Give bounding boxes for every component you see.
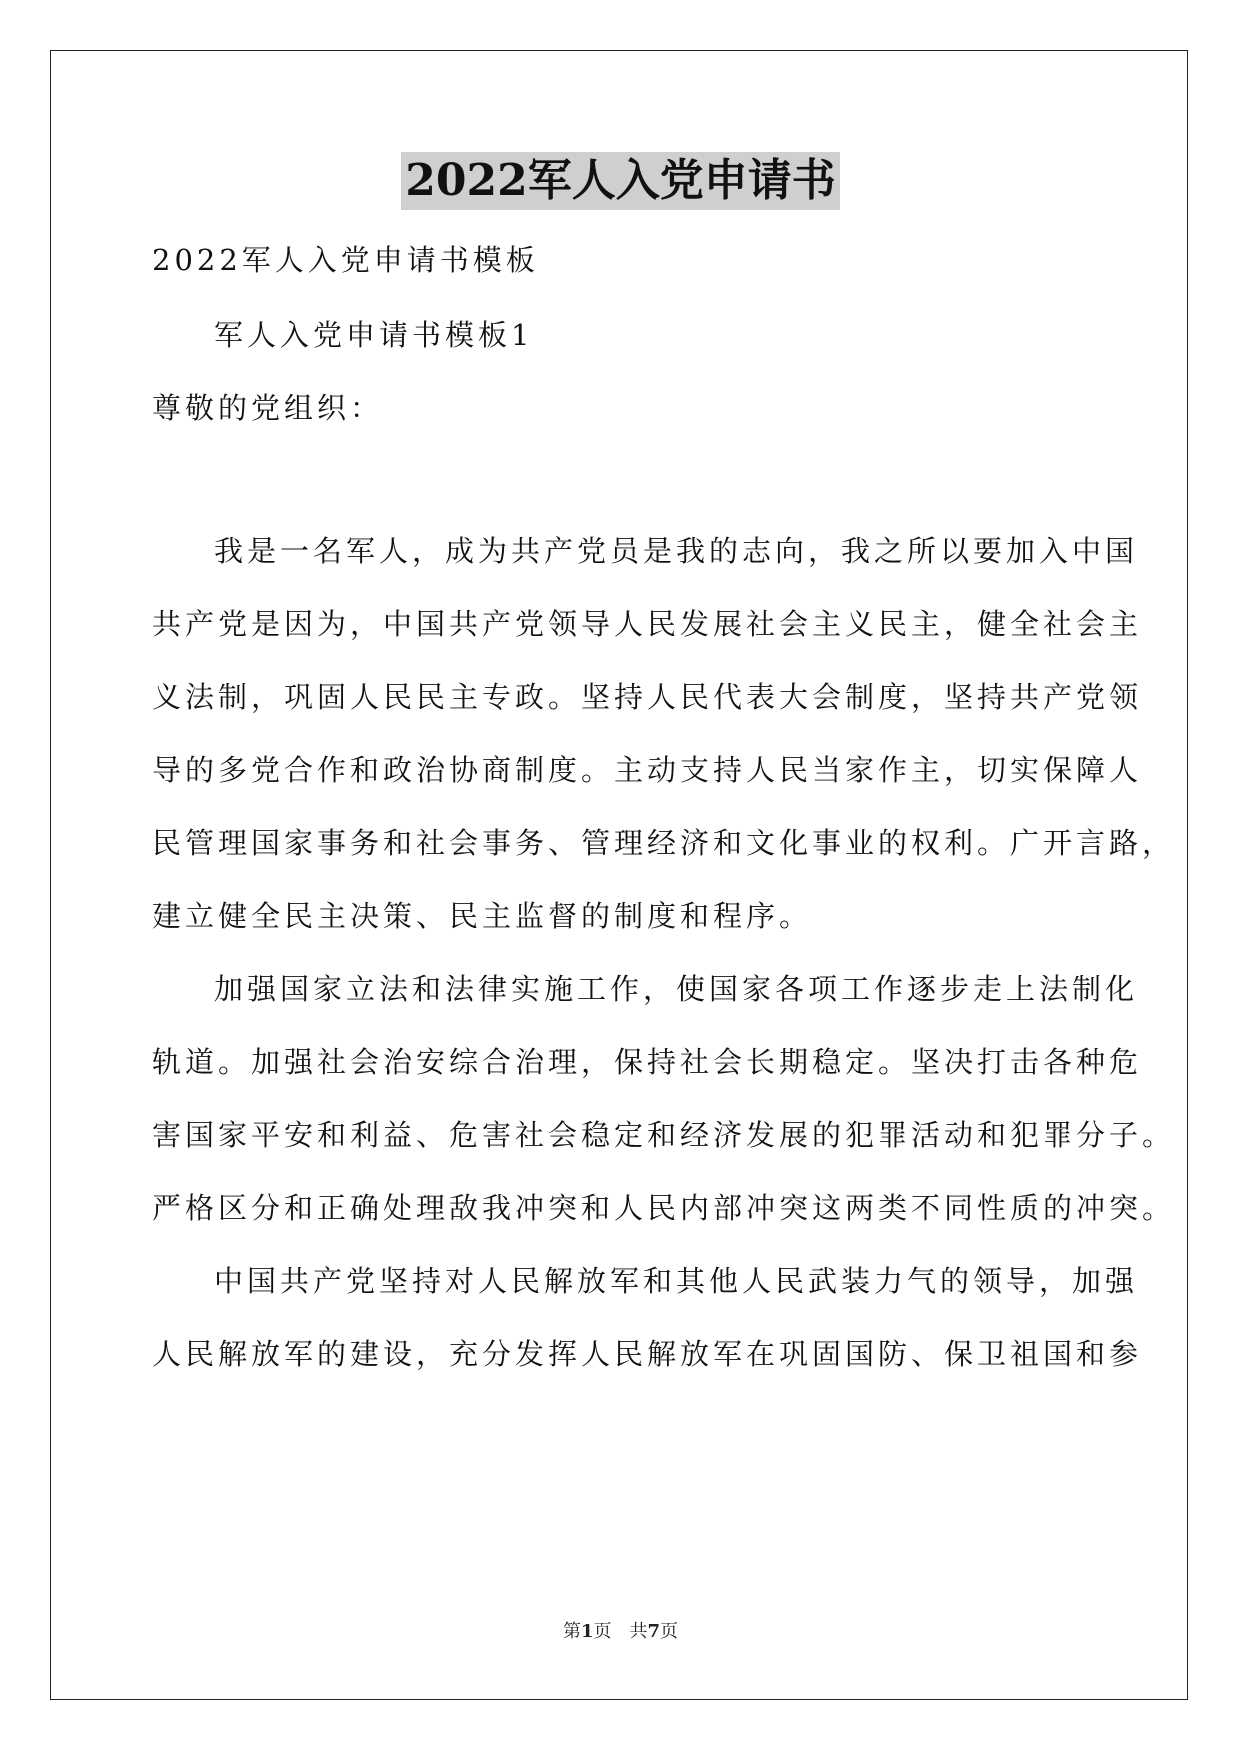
body-line-6: 建立健全民主决策、民主监督的制度和程序。 [152,899,813,933]
body-line-1: 我是一名军人，成为共产党员是我的志向，我之所以要加入中国 [214,534,1139,568]
body-line-4: 导的多党合作和政治协商制度。主动支持人民当家作主，切实保障人 [152,753,1143,787]
total-pages: 7 [647,1621,661,1642]
body-line-3: 义法制，巩固人民民主专政。坚持人民代表大会制度，坚持共产党领 [152,680,1143,714]
page-number: 1 [580,1621,594,1642]
total-suffix: 页 [660,1621,679,1642]
body-line-11: 中国共产党坚持对人民解放军和其他人民武装力气的领导，加强 [214,1264,1139,1298]
page-suffix: 页 [593,1621,612,1642]
document-title-container [0,152,1241,210]
body-line-8: 轨道。加强社会治安综合治理，保持社会长期稳定。坚决打击各种危 [152,1045,1143,1079]
salutation: 尊敬的党组织： [152,391,384,425]
page-border [50,50,1188,1700]
document-title: 2022军人入党申请书 [401,152,839,210]
total-prefix: 共 [629,1621,648,1642]
body-line-10: 严格区分和正确处理敌我冲突和人民内部冲突这两类不同性质的冲突。 [152,1191,1176,1225]
body-line-5: 民管理国家事务和社会事务、管理经济和文化事业的权利。广开言路， [152,826,1176,860]
page-footer [0,1620,1241,1644]
body-line-7: 加强国家立法和法律实施工作，使国家各项工作逐步走上法制化 [214,972,1139,1006]
document-subtitle: 2022军人入党申请书模板 [152,243,539,277]
body-line-2: 共产党是因为，中国共产党领导人民发展社会主义民主，健全社会主 [152,607,1143,641]
body-line-12: 人民解放军的建设，充分发挥人民解放军在巩固国防、保卫祖国和参 [152,1337,1143,1371]
page-prefix: 第 [562,1621,581,1642]
body-line-9: 害国家平安和利益、危害社会稳定和经济发展的犯罪活动和犯罪分子。 [152,1118,1176,1152]
section-heading: 军人入党申请书模板1 [214,318,534,352]
